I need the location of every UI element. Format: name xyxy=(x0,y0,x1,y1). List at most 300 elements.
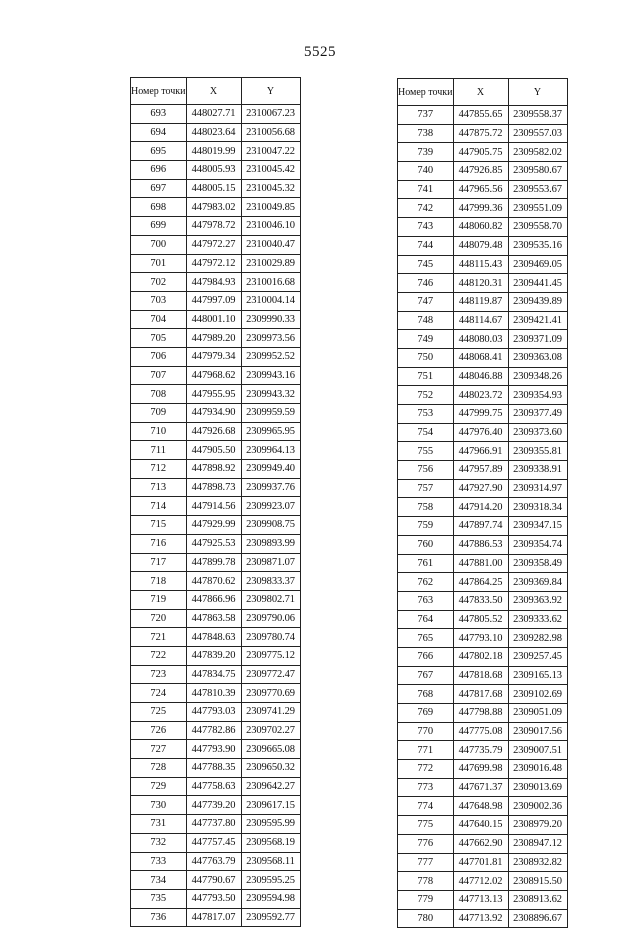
point-number-cell: 757 xyxy=(398,479,454,498)
y-coordinate-cell: 2309595.25 xyxy=(241,871,300,890)
y-coordinate-cell: 2309257.45 xyxy=(508,647,567,666)
point-number-cell: 695 xyxy=(131,142,187,161)
table-row xyxy=(131,721,301,740)
x-coordinate-cell: 447999.36 xyxy=(453,199,508,218)
x-coordinate-cell: 447763.79 xyxy=(186,852,241,871)
table-row xyxy=(398,461,568,480)
point-number-cell: 722 xyxy=(131,646,187,665)
x-coordinate-cell: 447855.65 xyxy=(453,106,508,125)
x-coordinate-cell: 448023.72 xyxy=(453,386,508,405)
x-coordinate-cell: 447957.89 xyxy=(453,461,508,480)
y-coordinate-cell: 2308896.67 xyxy=(508,909,567,928)
table-row xyxy=(131,703,301,722)
point-number-cell: 755 xyxy=(398,442,454,461)
point-number-cell: 764 xyxy=(398,610,454,629)
point-number-cell: 754 xyxy=(398,423,454,442)
y-coordinate-cell: 2309551.09 xyxy=(508,199,567,218)
point-number-cell: 726 xyxy=(131,721,187,740)
x-coordinate-cell: 447671.37 xyxy=(453,778,508,797)
point-number-cell: 731 xyxy=(131,815,187,834)
table-row xyxy=(398,162,568,181)
x-coordinate-cell: 448120.31 xyxy=(453,274,508,293)
x-coordinate-cell: 447648.98 xyxy=(453,797,508,816)
x-coordinate-cell: 447713.92 xyxy=(453,909,508,928)
table-row xyxy=(131,815,301,834)
table-row xyxy=(398,666,568,685)
y-coordinate-cell: 2309338.91 xyxy=(508,461,567,480)
x-coordinate-cell: 448027.71 xyxy=(186,105,241,124)
point-number-cell: 758 xyxy=(398,498,454,517)
table-row xyxy=(131,385,301,404)
x-coordinate-cell: 447929.99 xyxy=(186,516,241,535)
x-coordinate-cell: 448046.88 xyxy=(453,367,508,386)
x-coordinate-cell: 447834.75 xyxy=(186,665,241,684)
table-row xyxy=(398,423,568,442)
point-number-cell: 767 xyxy=(398,666,454,685)
point-number-cell: 742 xyxy=(398,199,454,218)
y-coordinate-cell: 2309595.99 xyxy=(241,815,300,834)
point-number-cell: 760 xyxy=(398,535,454,554)
x-coordinate-cell: 447805.52 xyxy=(453,610,508,629)
x-coordinate-cell: 447955.95 xyxy=(186,385,241,404)
y-coordinate-cell: 2309369.84 xyxy=(508,573,567,592)
table-row xyxy=(398,236,568,255)
x-coordinate-cell: 447833.50 xyxy=(453,591,508,610)
table-row xyxy=(131,198,301,217)
table-row xyxy=(398,554,568,573)
x-coordinate-cell: 448019.99 xyxy=(186,142,241,161)
x-coordinate-cell: 447699.98 xyxy=(453,760,508,779)
point-number-cell: 776 xyxy=(398,834,454,853)
x-coordinate-cell: 447817.07 xyxy=(186,908,241,927)
header-y: Y xyxy=(241,78,300,105)
point-number-cell: 753 xyxy=(398,405,454,424)
x-coordinate-cell: 448079.48 xyxy=(453,236,508,255)
y-coordinate-cell: 2309990.33 xyxy=(241,310,300,329)
table-row xyxy=(131,422,301,441)
y-coordinate-cell: 2309802.71 xyxy=(241,590,300,609)
table-row xyxy=(398,479,568,498)
y-coordinate-cell: 2309650.32 xyxy=(241,759,300,778)
table-row xyxy=(398,311,568,330)
y-coordinate-cell: 2309558.37 xyxy=(508,106,567,125)
point-number-cell: 700 xyxy=(131,235,187,254)
point-number-cell: 763 xyxy=(398,591,454,610)
x-coordinate-cell: 447898.73 xyxy=(186,478,241,497)
y-coordinate-cell: 2309780.74 xyxy=(241,628,300,647)
point-number-cell: 707 xyxy=(131,366,187,385)
table-row xyxy=(131,684,301,703)
x-coordinate-cell: 447905.50 xyxy=(186,441,241,460)
y-coordinate-cell: 2309772.47 xyxy=(241,665,300,684)
x-coordinate-cell: 447978.72 xyxy=(186,217,241,236)
x-coordinate-cell: 447997.09 xyxy=(186,291,241,310)
y-coordinate-cell: 2309702.27 xyxy=(241,721,300,740)
table-row xyxy=(131,161,301,180)
table-row xyxy=(398,872,568,891)
point-number-cell: 774 xyxy=(398,797,454,816)
y-coordinate-cell: 2310047.22 xyxy=(241,142,300,161)
table-row xyxy=(398,348,568,367)
y-coordinate-cell: 2309377.49 xyxy=(508,405,567,424)
x-coordinate-cell: 447989.20 xyxy=(186,329,241,348)
table-row xyxy=(398,143,568,162)
y-coordinate-cell: 2309358.49 xyxy=(508,554,567,573)
point-number-cell: 762 xyxy=(398,573,454,592)
y-coordinate-cell: 2310056.68 xyxy=(241,123,300,142)
x-coordinate-cell: 447914.20 xyxy=(453,498,508,517)
point-number-cell: 752 xyxy=(398,386,454,405)
x-coordinate-cell: 448060.82 xyxy=(453,218,508,237)
y-coordinate-cell: 2309016.48 xyxy=(508,760,567,779)
y-coordinate-cell: 2309557.03 xyxy=(508,124,567,143)
table-row xyxy=(131,123,301,142)
point-number-cell: 729 xyxy=(131,777,187,796)
point-number-cell: 733 xyxy=(131,852,187,871)
point-number-cell: 714 xyxy=(131,497,187,516)
x-coordinate-cell: 447979.34 xyxy=(186,347,241,366)
point-number-cell: 759 xyxy=(398,517,454,536)
table-row xyxy=(398,517,568,536)
y-coordinate-cell: 2309469.05 xyxy=(508,255,567,274)
table-row xyxy=(131,273,301,292)
point-number-cell: 779 xyxy=(398,890,454,909)
y-coordinate-cell: 2309354.74 xyxy=(508,535,567,554)
table-row xyxy=(131,497,301,516)
point-number-cell: 718 xyxy=(131,572,187,591)
x-coordinate-cell: 447897.74 xyxy=(453,517,508,536)
point-number-cell: 780 xyxy=(398,909,454,928)
point-number-cell: 771 xyxy=(398,741,454,760)
table-row xyxy=(398,704,568,723)
table-row xyxy=(131,516,301,535)
table-row xyxy=(131,105,301,124)
header-y: Y xyxy=(508,79,567,106)
table-row xyxy=(131,534,301,553)
y-coordinate-cell: 2309617.15 xyxy=(241,796,300,815)
point-number-cell: 713 xyxy=(131,478,187,497)
y-coordinate-cell: 2309973.56 xyxy=(241,329,300,348)
point-number-cell: 709 xyxy=(131,404,187,423)
header-point-number: Номер точки xyxy=(398,79,454,106)
point-number-cell: 775 xyxy=(398,816,454,835)
y-coordinate-cell: 2309580.67 xyxy=(508,162,567,181)
table-row xyxy=(398,816,568,835)
y-coordinate-cell: 2309949.40 xyxy=(241,460,300,479)
y-coordinate-cell: 2309775.12 xyxy=(241,646,300,665)
x-coordinate-cell: 447640.15 xyxy=(453,816,508,835)
x-coordinate-cell: 447999.75 xyxy=(453,405,508,424)
y-coordinate-cell: 2310045.42 xyxy=(241,161,300,180)
x-coordinate-cell: 447984.93 xyxy=(186,273,241,292)
y-coordinate-cell: 2309002.36 xyxy=(508,797,567,816)
y-coordinate-cell: 2309553.67 xyxy=(508,180,567,199)
y-coordinate-cell: 2308979.20 xyxy=(508,816,567,835)
x-coordinate-cell: 447927.90 xyxy=(453,479,508,498)
x-coordinate-cell: 447866.96 xyxy=(186,590,241,609)
page-number: 5525 xyxy=(304,44,336,60)
table-row xyxy=(398,890,568,909)
point-number-cell: 768 xyxy=(398,685,454,704)
y-coordinate-cell: 2309923.07 xyxy=(241,497,300,516)
table-row xyxy=(131,310,301,329)
table-row xyxy=(398,106,568,125)
point-number-cell: 706 xyxy=(131,347,187,366)
y-coordinate-cell: 2309959.59 xyxy=(241,404,300,423)
x-coordinate-cell: 447972.27 xyxy=(186,235,241,254)
point-number-cell: 725 xyxy=(131,703,187,722)
table-row xyxy=(131,235,301,254)
point-number-cell: 773 xyxy=(398,778,454,797)
x-coordinate-cell: 447926.85 xyxy=(453,162,508,181)
point-number-cell: 727 xyxy=(131,740,187,759)
point-number-cell: 693 xyxy=(131,105,187,124)
point-number-cell: 749 xyxy=(398,330,454,349)
y-coordinate-cell: 2310045.32 xyxy=(241,179,300,198)
y-coordinate-cell: 2309165.13 xyxy=(508,666,567,685)
table-row xyxy=(131,366,301,385)
table-row xyxy=(398,685,568,704)
point-number-cell: 723 xyxy=(131,665,187,684)
table-row xyxy=(398,722,568,741)
point-number-cell: 721 xyxy=(131,628,187,647)
table-row xyxy=(131,665,301,684)
point-number-cell: 730 xyxy=(131,796,187,815)
y-coordinate-cell: 2309314.97 xyxy=(508,479,567,498)
table-row xyxy=(398,647,568,666)
header-x: X xyxy=(453,79,508,106)
x-coordinate-cell: 447870.62 xyxy=(186,572,241,591)
table-row xyxy=(398,610,568,629)
x-coordinate-cell: 447662.90 xyxy=(453,834,508,853)
y-coordinate-cell: 2309051.09 xyxy=(508,704,567,723)
x-coordinate-cell: 447839.20 xyxy=(186,646,241,665)
table-row xyxy=(398,274,568,293)
y-coordinate-cell: 2309594.98 xyxy=(241,889,300,908)
table-row xyxy=(131,833,301,852)
x-coordinate-cell: 447899.78 xyxy=(186,553,241,572)
table-row xyxy=(131,852,301,871)
table-row xyxy=(131,404,301,423)
y-coordinate-cell: 2309582.02 xyxy=(508,143,567,162)
coordinates-table-left xyxy=(130,77,301,927)
point-number-cell: 736 xyxy=(131,908,187,927)
point-number-cell: 746 xyxy=(398,274,454,293)
point-number-cell: 743 xyxy=(398,218,454,237)
point-number-cell: 703 xyxy=(131,291,187,310)
point-number-cell: 740 xyxy=(398,162,454,181)
y-coordinate-cell: 2309943.16 xyxy=(241,366,300,385)
y-coordinate-cell: 2309347.15 xyxy=(508,517,567,536)
table-row xyxy=(398,909,568,928)
table-row xyxy=(398,405,568,424)
y-coordinate-cell: 2309421.41 xyxy=(508,311,567,330)
point-number-cell: 769 xyxy=(398,704,454,723)
point-number-cell: 704 xyxy=(131,310,187,329)
y-coordinate-cell: 2309354.93 xyxy=(508,386,567,405)
y-coordinate-cell: 2309355.81 xyxy=(508,442,567,461)
y-coordinate-cell: 2310040.47 xyxy=(241,235,300,254)
table-row xyxy=(131,740,301,759)
y-coordinate-cell: 2309965.95 xyxy=(241,422,300,441)
y-coordinate-cell: 2309833.37 xyxy=(241,572,300,591)
x-coordinate-cell: 448114.67 xyxy=(453,311,508,330)
point-number-cell: 708 xyxy=(131,385,187,404)
x-coordinate-cell: 447817.68 xyxy=(453,685,508,704)
point-number-cell: 694 xyxy=(131,123,187,142)
point-number-cell: 766 xyxy=(398,647,454,666)
header-point-number: Номер точки xyxy=(131,78,187,105)
y-coordinate-cell: 2309558.70 xyxy=(508,218,567,237)
table-row xyxy=(131,142,301,161)
table-header-row xyxy=(398,79,568,106)
point-number-cell: 770 xyxy=(398,722,454,741)
y-coordinate-cell: 2309770.69 xyxy=(241,684,300,703)
table-row xyxy=(131,441,301,460)
table-row xyxy=(131,609,301,628)
point-number-cell: 735 xyxy=(131,889,187,908)
x-coordinate-cell: 448068.41 xyxy=(453,348,508,367)
y-coordinate-cell: 2309013.69 xyxy=(508,778,567,797)
x-coordinate-cell: 447798.88 xyxy=(453,704,508,723)
y-coordinate-cell: 2309964.13 xyxy=(241,441,300,460)
point-number-cell: 716 xyxy=(131,534,187,553)
y-coordinate-cell: 2310029.89 xyxy=(241,254,300,273)
y-coordinate-cell: 2308947.12 xyxy=(508,834,567,853)
x-coordinate-cell: 448080.03 xyxy=(453,330,508,349)
y-coordinate-cell: 2310016.68 xyxy=(241,273,300,292)
point-number-cell: 741 xyxy=(398,180,454,199)
y-coordinate-cell: 2309017.56 xyxy=(508,722,567,741)
table-row xyxy=(398,797,568,816)
x-coordinate-cell: 447898.92 xyxy=(186,460,241,479)
x-coordinate-cell: 447934.90 xyxy=(186,404,241,423)
table-row xyxy=(131,908,301,927)
x-coordinate-cell: 447782.86 xyxy=(186,721,241,740)
x-coordinate-cell: 447793.50 xyxy=(186,889,241,908)
table-row xyxy=(131,254,301,273)
x-coordinate-cell: 447810.39 xyxy=(186,684,241,703)
table-row xyxy=(131,217,301,236)
x-coordinate-cell: 447926.68 xyxy=(186,422,241,441)
point-number-cell: 765 xyxy=(398,629,454,648)
point-number-cell: 715 xyxy=(131,516,187,535)
point-number-cell: 778 xyxy=(398,872,454,891)
table-row xyxy=(398,629,568,648)
y-coordinate-cell: 2309592.77 xyxy=(241,908,300,927)
y-coordinate-cell: 2309568.11 xyxy=(241,852,300,871)
y-coordinate-cell: 2310049.85 xyxy=(241,198,300,217)
y-coordinate-cell: 2309007.51 xyxy=(508,741,567,760)
x-coordinate-cell: 447818.68 xyxy=(453,666,508,685)
header-x: X xyxy=(186,78,241,105)
y-coordinate-cell: 2308913.62 xyxy=(508,890,567,909)
y-coordinate-cell: 2310004.14 xyxy=(241,291,300,310)
table-row xyxy=(131,478,301,497)
y-coordinate-cell: 2309318.34 xyxy=(508,498,567,517)
x-coordinate-cell: 447793.90 xyxy=(186,740,241,759)
x-coordinate-cell: 448001.10 xyxy=(186,310,241,329)
x-coordinate-cell: 448023.64 xyxy=(186,123,241,142)
table-row xyxy=(398,292,568,311)
table-row xyxy=(398,124,568,143)
x-coordinate-cell: 447793.10 xyxy=(453,629,508,648)
point-number-cell: 738 xyxy=(398,124,454,143)
point-number-cell: 697 xyxy=(131,179,187,198)
point-number-cell: 734 xyxy=(131,871,187,890)
point-number-cell: 748 xyxy=(398,311,454,330)
point-number-cell: 744 xyxy=(398,236,454,255)
y-coordinate-cell: 2309348.26 xyxy=(508,367,567,386)
y-coordinate-cell: 2309741.29 xyxy=(241,703,300,722)
x-coordinate-cell: 447735.79 xyxy=(453,741,508,760)
y-coordinate-cell: 2309102.69 xyxy=(508,685,567,704)
x-coordinate-cell: 447701.81 xyxy=(453,853,508,872)
table-row xyxy=(398,778,568,797)
x-coordinate-cell: 447914.56 xyxy=(186,497,241,516)
table-row xyxy=(131,291,301,310)
y-coordinate-cell: 2309363.92 xyxy=(508,591,567,610)
y-coordinate-cell: 2309282.98 xyxy=(508,629,567,648)
x-coordinate-cell: 447881.00 xyxy=(453,554,508,573)
table-row xyxy=(398,853,568,872)
y-coordinate-cell: 2309871.07 xyxy=(241,553,300,572)
point-number-cell: 737 xyxy=(398,106,454,125)
table-row xyxy=(398,180,568,199)
y-coordinate-cell: 2309952.52 xyxy=(241,347,300,366)
y-coordinate-cell: 2310067.23 xyxy=(241,105,300,124)
table-row xyxy=(398,330,568,349)
table-row xyxy=(398,386,568,405)
table-row xyxy=(131,572,301,591)
x-coordinate-cell: 447965.56 xyxy=(453,180,508,199)
point-number-cell: 699 xyxy=(131,217,187,236)
point-number-cell: 711 xyxy=(131,441,187,460)
x-coordinate-cell: 447968.62 xyxy=(186,366,241,385)
x-coordinate-cell: 447925.53 xyxy=(186,534,241,553)
x-coordinate-cell: 447848.63 xyxy=(186,628,241,647)
y-coordinate-cell: 2309333.62 xyxy=(508,610,567,629)
point-number-cell: 750 xyxy=(398,348,454,367)
y-coordinate-cell: 2309439.89 xyxy=(508,292,567,311)
point-number-cell: 751 xyxy=(398,367,454,386)
x-coordinate-cell: 448005.93 xyxy=(186,161,241,180)
table-row xyxy=(131,553,301,572)
x-coordinate-cell: 447966.91 xyxy=(453,442,508,461)
point-number-cell: 772 xyxy=(398,760,454,779)
x-coordinate-cell: 447793.03 xyxy=(186,703,241,722)
x-coordinate-cell: 447976.40 xyxy=(453,423,508,442)
table-row xyxy=(131,871,301,890)
y-coordinate-cell: 2309665.08 xyxy=(241,740,300,759)
y-coordinate-cell: 2309535.16 xyxy=(508,236,567,255)
y-coordinate-cell: 2309893.99 xyxy=(241,534,300,553)
point-number-cell: 739 xyxy=(398,143,454,162)
point-number-cell: 724 xyxy=(131,684,187,703)
table-row xyxy=(131,329,301,348)
table-row xyxy=(398,573,568,592)
point-number-cell: 747 xyxy=(398,292,454,311)
y-coordinate-cell: 2308915.50 xyxy=(508,872,567,891)
y-coordinate-cell: 2309371.09 xyxy=(508,330,567,349)
coordinates-table-right xyxy=(397,78,568,928)
y-coordinate-cell: 2309441.45 xyxy=(508,274,567,293)
y-coordinate-cell: 2309363.08 xyxy=(508,348,567,367)
point-number-cell: 717 xyxy=(131,553,187,572)
point-number-cell: 745 xyxy=(398,255,454,274)
y-coordinate-cell: 2309642.27 xyxy=(241,777,300,796)
x-coordinate-cell: 447712.02 xyxy=(453,872,508,891)
